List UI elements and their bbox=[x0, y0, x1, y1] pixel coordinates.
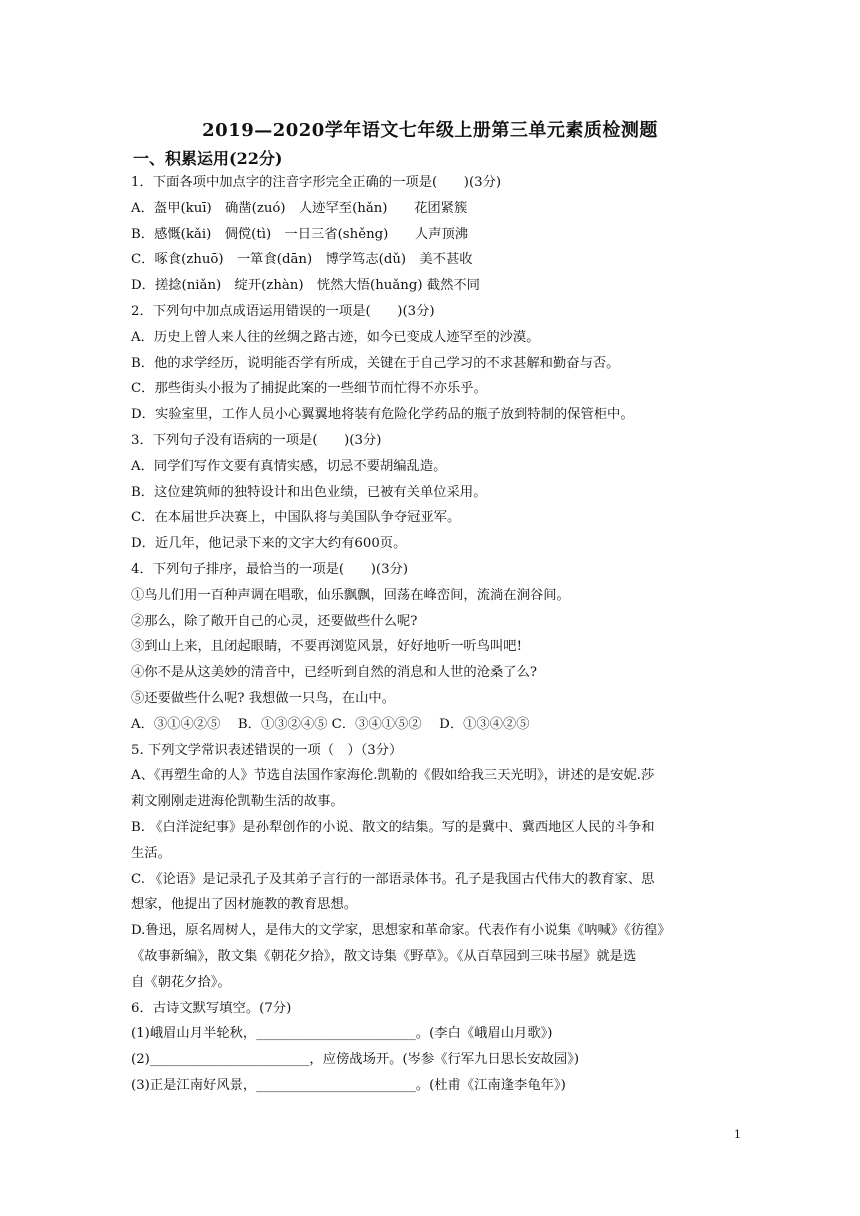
text-line: ⑤还要做些什么呢? 我想做一只鸟，在山中。 bbox=[131, 690, 395, 706]
text-line: (2)________________________，应傍战场开。(岑参《行军九日思长安故园》) bbox=[131, 1052, 580, 1068]
text-line: 生活。 bbox=[131, 845, 171, 861]
text-line: C．在本届世乒决赛上，中国队将与美国队争夺冠亚军。 bbox=[131, 510, 461, 526]
text-line: 5. 下列文学常识表述错误的一项（ ）（3分） bbox=[131, 742, 403, 758]
text-line: 自《朝花夕拾》。 bbox=[131, 974, 231, 990]
text-line: ③到山上来，且闭起眼睛，不要再浏览风景，好好地听一听鸟叫吧! bbox=[131, 639, 522, 655]
text-line: A．③①④②⑤ B．①③②④⑤ C．③④①⑤② D．①③④②⑤ bbox=[131, 716, 530, 732]
text-line: D．搓捻(niǎn) 绽开(zhàn) 恍然大悟(huǎng) 截然不同 bbox=[131, 278, 480, 294]
text-line: C. 《论语》是记录孔子及其弟子言行的一部语录体书。孔子是我国古代伟大的教育家、思 bbox=[131, 871, 655, 887]
text-line: B．感慨(kǎi) 倜傥(tì) 一日三省(shěng) 人声顶沸 bbox=[131, 226, 469, 242]
text-line: A、《再塑生命的人》节选自法国作家海伦.凯勒的《假如给我三天光明》，讲述的是安妮.莎 bbox=[131, 768, 655, 784]
text-line: 2．下列句中加点成语运用错误的一项是( )(3分) bbox=[131, 303, 435, 319]
text-line: 想家，他提出了因材施教的教育思想。 bbox=[131, 897, 358, 913]
text-line: B．这位建筑师的独特设计和出色业绩，已被有关单位采用。 bbox=[131, 484, 487, 500]
question-body bbox=[131, 170, 741, 1099]
text-line: 3．下列句子没有语病的一项是( )(3分) bbox=[131, 432, 382, 448]
text-line: ①鸟儿们用一百种声调在唱歌，仙乐飘飘，回荡在峰峦间，流淌在涧谷间。 bbox=[131, 587, 570, 603]
document-title: 2019—2020学年语文七年级上册第三单元素质检测题 bbox=[202, 120, 658, 141]
text-line: ④你不是从这美妙的清音中，已经听到自然的消息和人世的沧桑了么? bbox=[131, 665, 538, 681]
page-number: 1 bbox=[734, 1128, 741, 1141]
text-line: 4．下列句子排序，最恰当的一项是( )(3分) bbox=[131, 561, 409, 577]
text-line: D．实验室里，工作人员小心翼翼地将装有危险化学药品的瓶子放到特制的保管柜中。 bbox=[131, 407, 634, 423]
text-line: (1)峨眉山月半轮秋，________________________。(李白《峨眉山月歌》) bbox=[131, 1026, 553, 1042]
text-line: D.鲁迅，原名周树人，是伟大的文学家，思想家和革命家。代表作有小说集《呐喊》《彷徨》 bbox=[131, 923, 671, 939]
section-heading: 一、积累运用(22分) bbox=[133, 149, 283, 168]
text-line: (3)正是江南好风景，________________________。(杜甫《江南逢李龟年》) bbox=[131, 1077, 566, 1093]
text-line: ②那么，除了敞开自己的心灵，还要做些什么呢? bbox=[131, 613, 418, 629]
text-line: A．历史上曾人来人往的丝绸之路古迹，如今已变成人迹罕至的沙漠。 bbox=[131, 329, 540, 345]
text-line: 6．古诗文默写填空。(7分) bbox=[131, 1000, 292, 1016]
text-line: 《故事新编》，散文集《朝花夕拾》，散文诗集《野草》。《从百草园到三味书屋》就是选 bbox=[131, 948, 637, 964]
text-line: C．啄食(zhuō) 一箪食(dān) 博学笃志(dǔ) 美不甚收 bbox=[131, 252, 473, 268]
text-line: A．盔甲(kuī) 确凿(zuó) 人迹罕至(hǎn) 花团紧簇 bbox=[131, 200, 468, 216]
text-line: 1．下面各项中加点字的注音字形完全正确的一项是( )(3分) bbox=[131, 175, 502, 190]
text-line: 莉文刚刚走进海伦凯勒生活的故事。 bbox=[131, 794, 344, 810]
text-line: C．那些街头小报为了捕捉此案的一些细节而忙得不亦乐乎。 bbox=[131, 381, 487, 397]
text-line: B. 《白洋淀纪事》是孙犁创作的小说、散文的结集。写的是冀中、冀西地区人民的斗争和 bbox=[131, 819, 655, 835]
text-line: B．他的求学经历，说明能否学有所成，关键在于自己学习的不求甚解和勤奋与否。 bbox=[131, 355, 620, 371]
text-line: A．同学们写作文要有真情实感，切忌不要胡编乱造。 bbox=[131, 458, 447, 474]
text-line: D．近几年，他记录下来的文字大约有600页。 bbox=[131, 536, 407, 552]
